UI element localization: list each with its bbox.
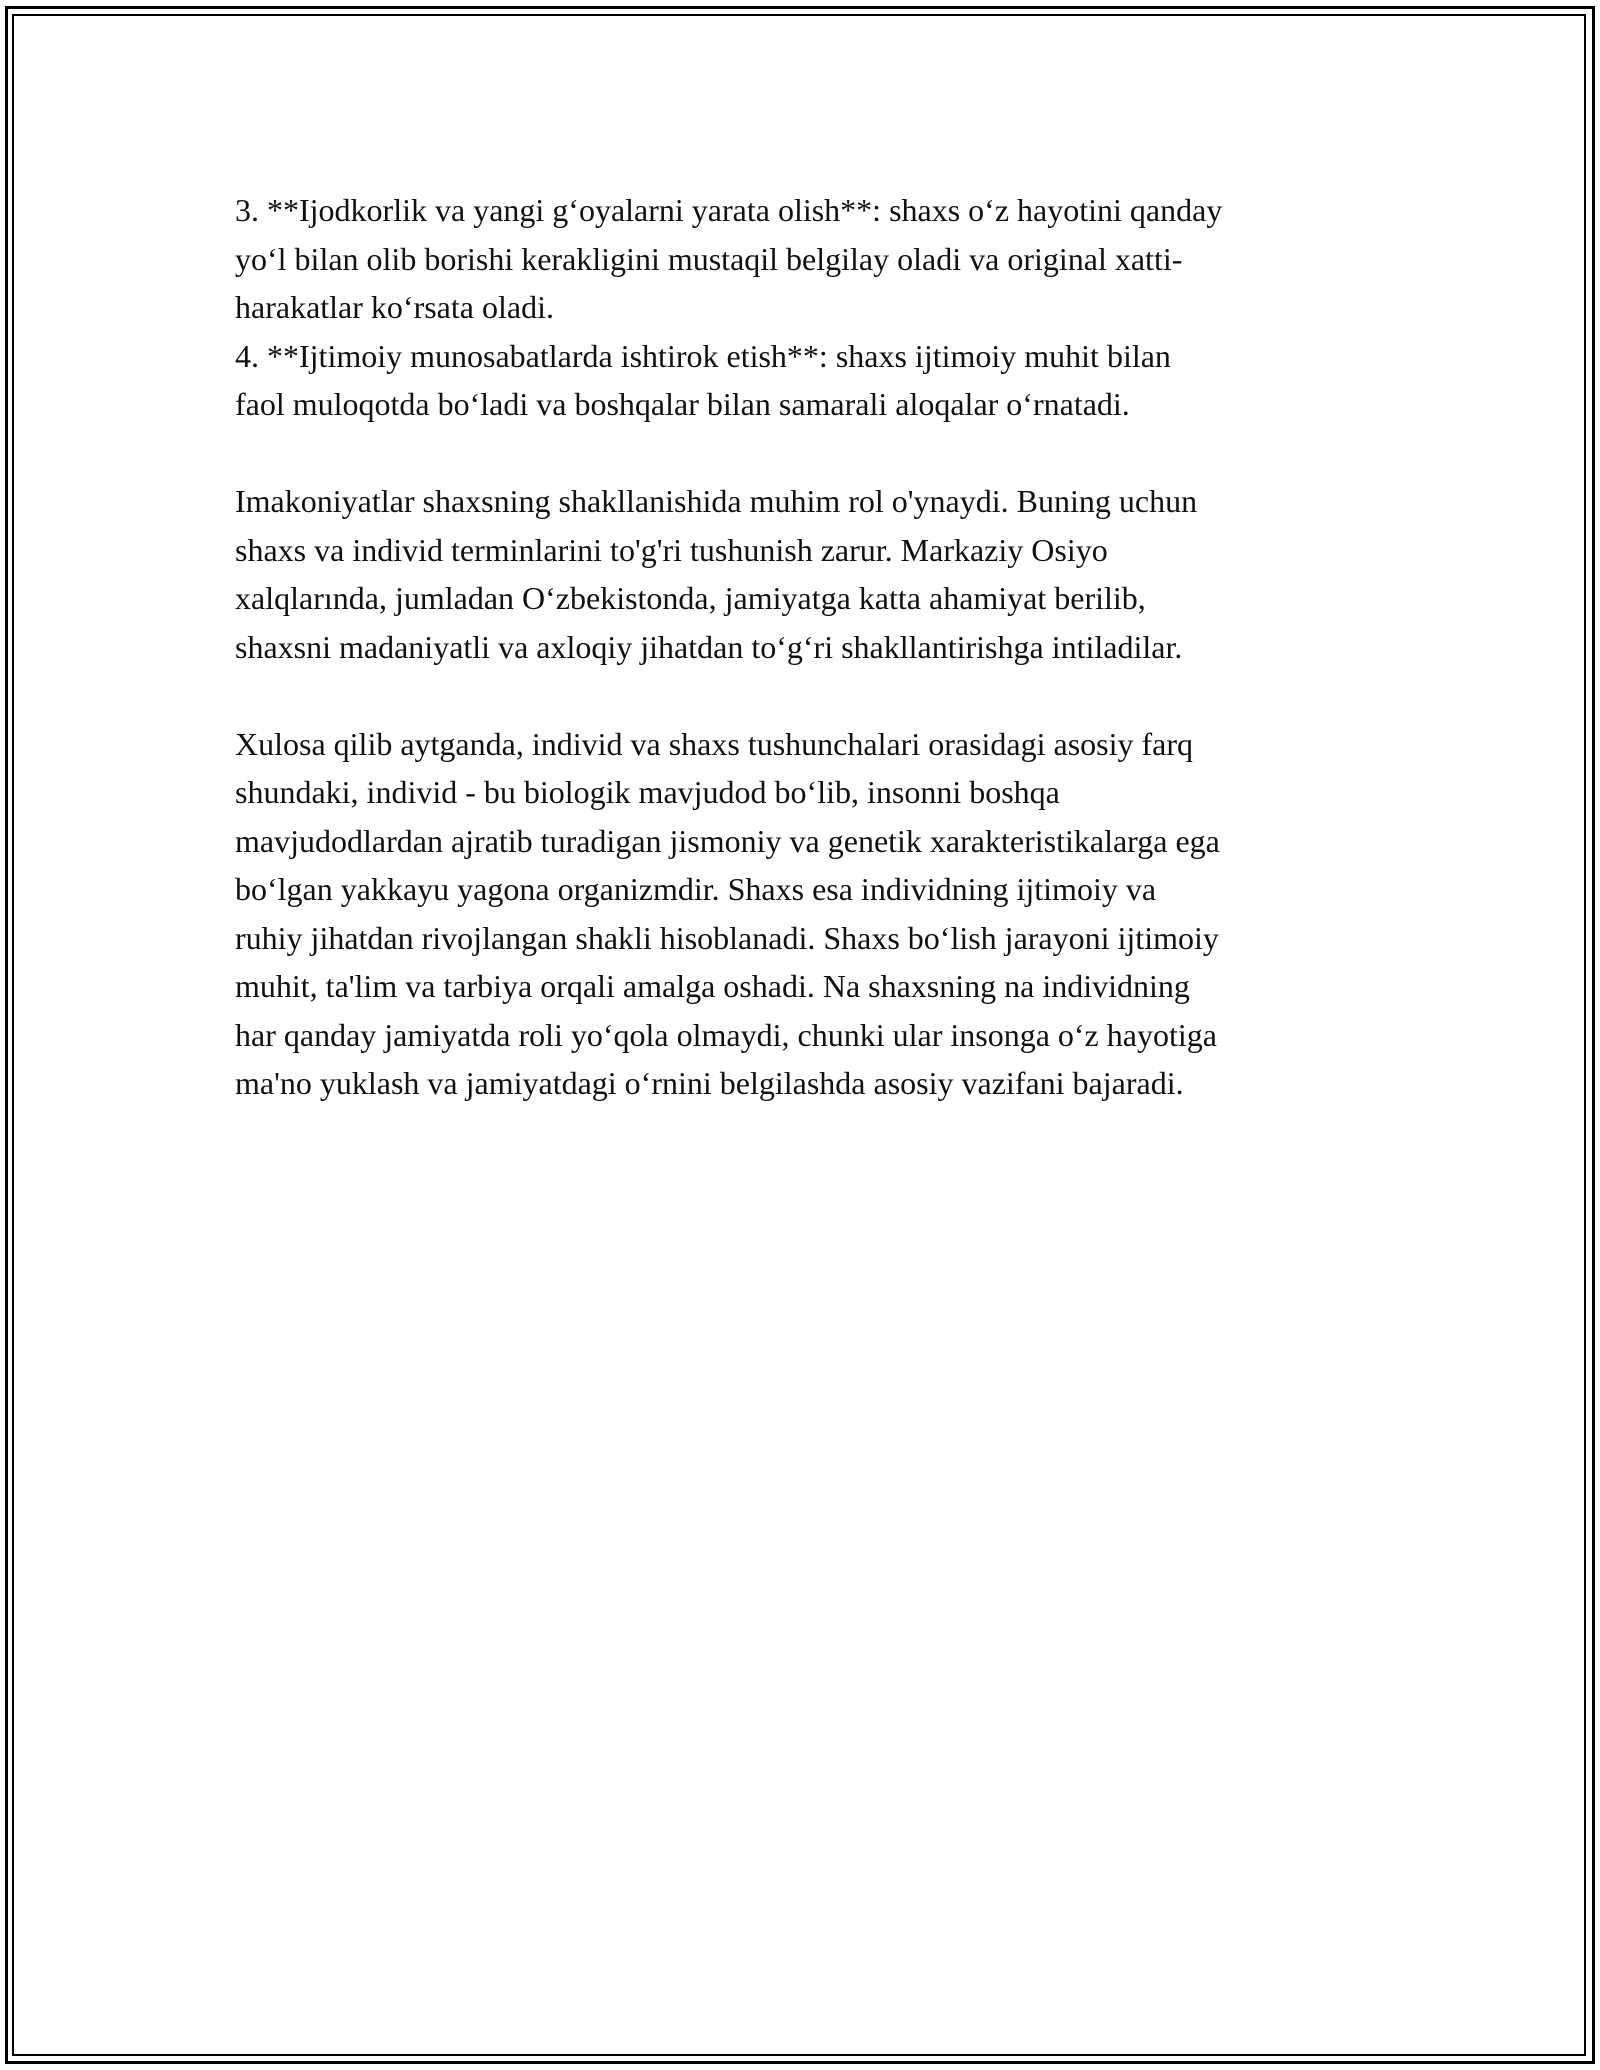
paragraph-spacer [235, 429, 1375, 478]
text-line: har qanday jamiyatda roli yo‘qola olmaydi, chunki ular insonga o‘z hayotiga [235, 1016, 1217, 1053]
text-line: shaxs va individ terminlarini to'g'ri tushunish zarur. Markaziy Osiyo [235, 531, 1108, 568]
paragraph-imkoniyatlar [235, 477, 1375, 671]
text-line: Xulosa qilib aytganda, individ va shaxs tushunchalari orasidagi asosiy farq [235, 725, 1194, 762]
document-body [235, 186, 1375, 1108]
paragraph-spacer [235, 671, 1375, 720]
text-line: yo‘l bilan olib borishi kerakligini mustaqil belgilay oladi va original xatti- [235, 240, 1183, 277]
paragraph-xulosa [235, 720, 1375, 1108]
text-line: 4. **Ijtimoiy munosabatlarda ishtirok etish**: shaxs ijtimoiy muhit bilan [235, 337, 1171, 374]
text-line: mavjudodlardan ajratib turadigan jismoniy va genetik xarakteristikalarga ega [235, 822, 1220, 859]
text-line: shundaki, individ - bu biologik mavjudod bo‘lib, insonni boshqa [235, 774, 1060, 810]
text-line: 3. **Ijodkorlik va yangi g‘oyalarni yarata olish**: shaxs o‘z hayotini qanday [235, 192, 1223, 228]
text-line: muhit, ta'lim va tarbiya orqali amalga oshadi. Na shaxsning na individning [235, 968, 1190, 1004]
text-line: harakatlar ko‘rsata oladi. [235, 289, 554, 325]
text-line: xalqlarında, jumladan O‘zbekistonda, jamiyatga katta ahamiyat berilib, [235, 580, 1146, 616]
text-line: ruhiy jihatdan rivojlangan shakli hisoblanadi. Shaxs bo‘lish jarayoni ijtimoiy [235, 919, 1219, 956]
paragraph-item-3 [235, 186, 1375, 332]
text-line: shaxsni madaniyatli va axloqiy jihatdan to‘g‘ri shakllantirishga intiladilar. [235, 628, 1183, 665]
text-line: bo‘lgan yakkayu yagona organizmdir. Shaxs esa individning ijtimoiy va [235, 871, 1157, 907]
paragraph-item-4 [235, 332, 1375, 429]
text-line: Imakoniyatlar shaxsning shakllanishida muhim rol o'ynaydi. Buning uchun [235, 483, 1198, 519]
text-line: ma'no yuklash va jamiyatdagi o‘rnini belgilashda asosiy vazifani bajaradi. [235, 1065, 1184, 1101]
text-line: faol muloqotda bo‘ladi va boshqalar bilan samarali aloqalar o‘rnatadi. [235, 386, 1130, 422]
